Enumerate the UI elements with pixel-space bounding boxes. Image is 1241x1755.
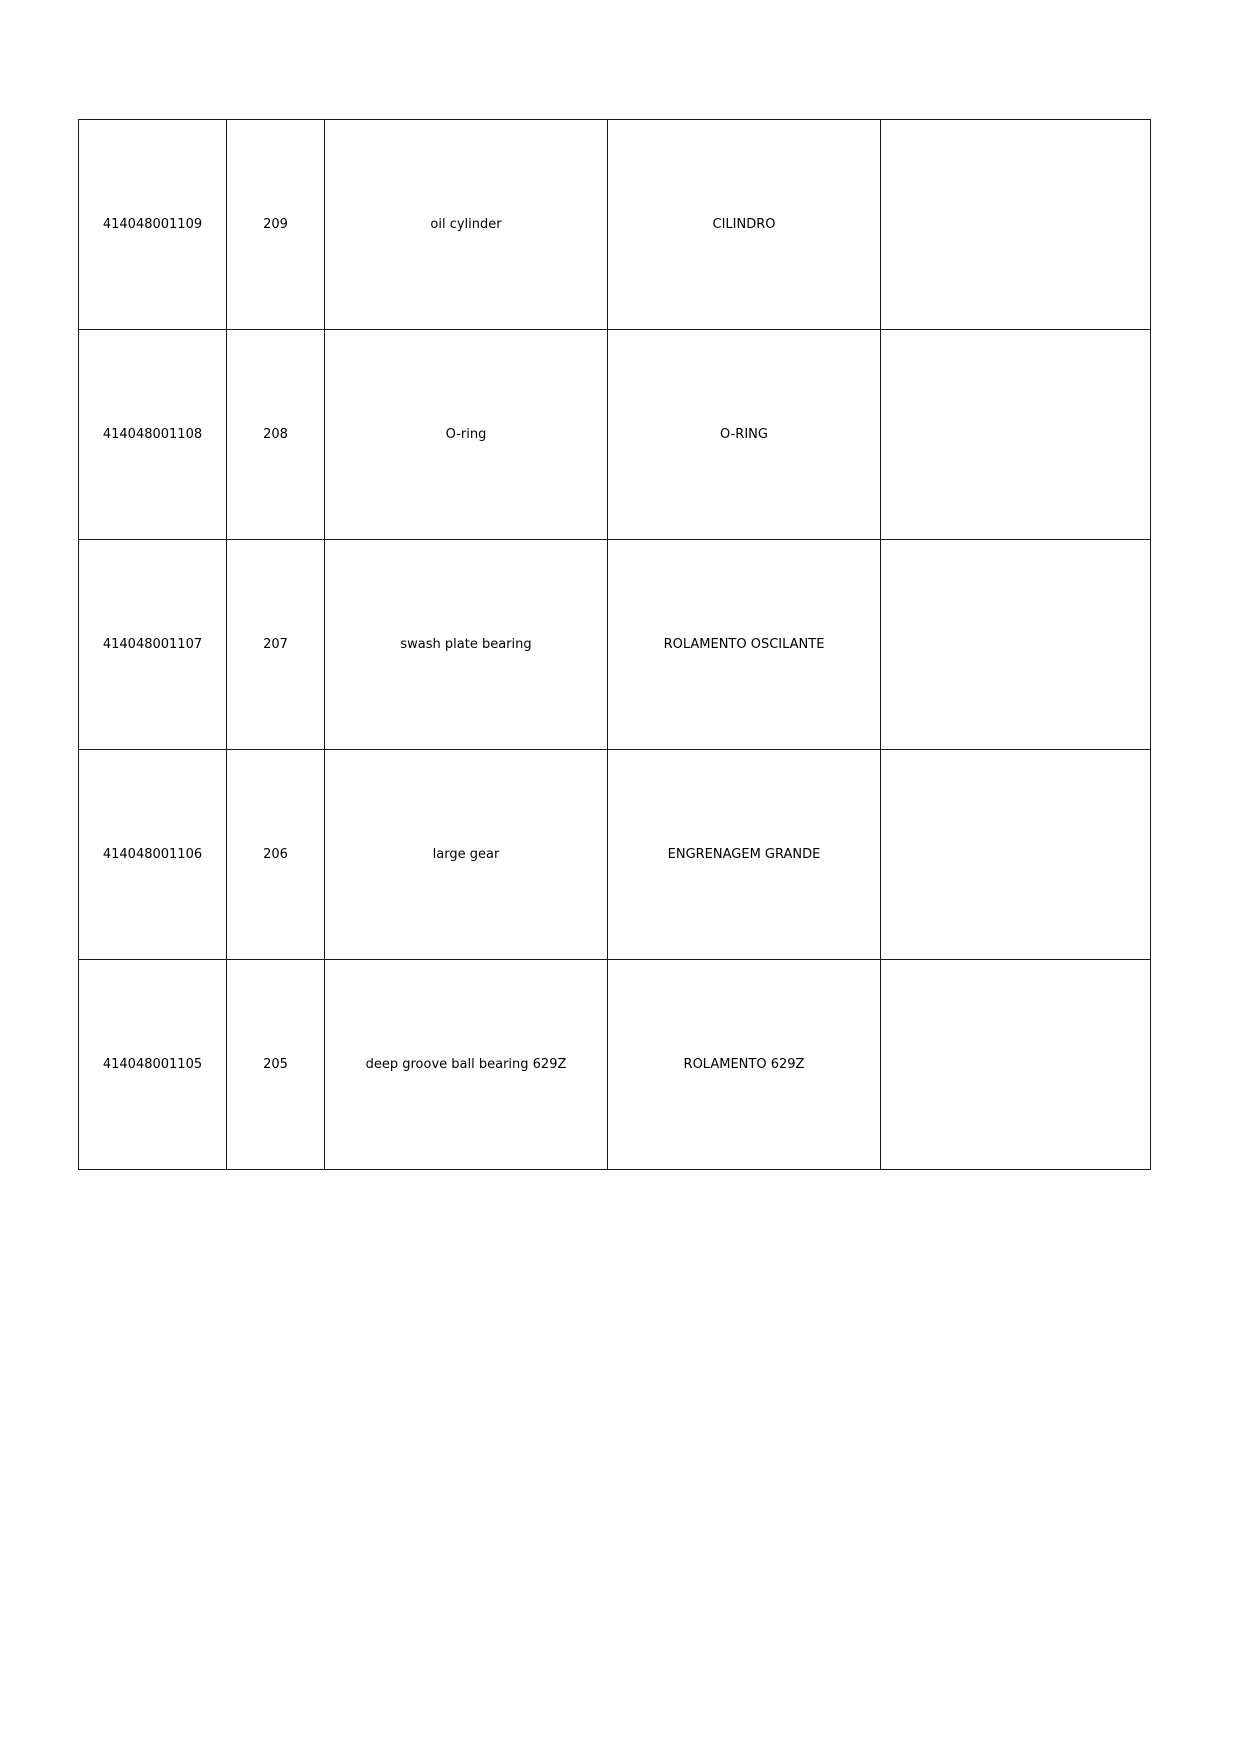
position-cell: 205	[227, 960, 325, 1170]
description-pt-cell: ENGRENAGEM GRANDE	[608, 750, 881, 960]
description-pt-cell: ROLAMENTO 629Z	[608, 960, 881, 1170]
description-pt-cell: O-RING	[608, 330, 881, 540]
position-cell: 206	[227, 750, 325, 960]
blank-cell	[881, 330, 1151, 540]
part-code-cell: 414048001106	[79, 750, 227, 960]
description-en-cell: deep groove ball bearing 629Z	[325, 960, 608, 1170]
part-code-cell: 414048001107	[79, 540, 227, 750]
table-row	[79, 120, 1151, 330]
description-pt-cell: CILINDRO	[608, 120, 881, 330]
blank-cell	[881, 960, 1151, 1170]
part-code-cell: 414048001109	[79, 120, 227, 330]
position-cell: 208	[227, 330, 325, 540]
description-en-cell: oil cylinder	[325, 120, 608, 330]
description-en-cell: O-ring	[325, 330, 608, 540]
blank-cell	[881, 120, 1151, 330]
position-cell: 209	[227, 120, 325, 330]
blank-cell	[881, 750, 1151, 960]
table-row	[79, 330, 1151, 540]
parts-table	[78, 119, 1151, 1170]
part-code-cell: 414048001105	[79, 960, 227, 1170]
description-en-cell: swash plate bearing	[325, 540, 608, 750]
part-code-cell: 414048001108	[79, 330, 227, 540]
description-pt-cell: ROLAMENTO OSCILANTE	[608, 540, 881, 750]
table-row	[79, 960, 1151, 1170]
description-en-cell: large gear	[325, 750, 608, 960]
position-cell: 207	[227, 540, 325, 750]
blank-cell	[881, 540, 1151, 750]
table-row	[79, 540, 1151, 750]
table-row	[79, 750, 1151, 960]
